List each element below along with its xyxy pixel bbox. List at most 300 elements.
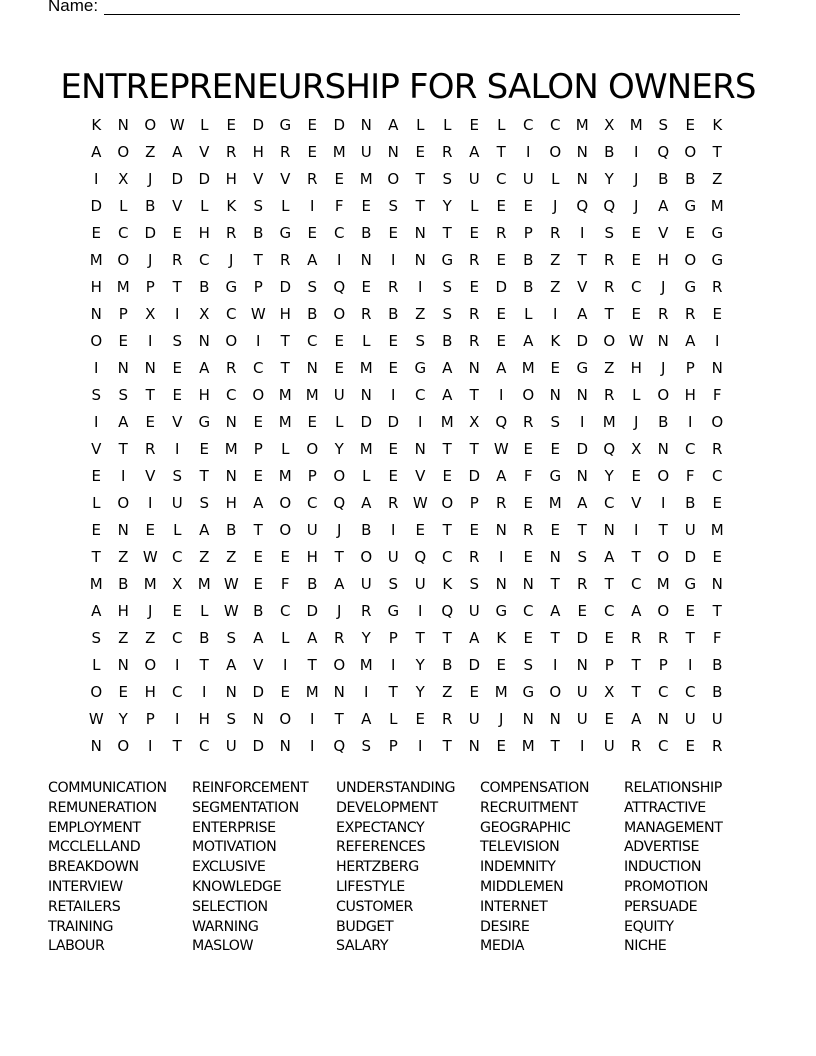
grid-letter: Y (442, 197, 453, 215)
grid-letter: E (253, 467, 264, 485)
grid-letter: Q (333, 494, 346, 512)
grid-letter: T (469, 386, 480, 404)
grid-row (83, 571, 733, 598)
grid-letter: T (442, 629, 453, 647)
grid-row (83, 220, 733, 247)
grid-letter: T (253, 521, 264, 539)
grid-letter: B (685, 494, 696, 512)
grid-letter: R (685, 305, 696, 323)
grid-letter: I (148, 332, 153, 350)
word-list-item: REINFORCEMENT (192, 780, 309, 796)
grid-letter: D (576, 332, 589, 350)
grid-letter: C (334, 224, 345, 242)
grid-letter: B (658, 170, 669, 188)
grid-letter: I (715, 332, 720, 350)
grid-letter: R (442, 143, 453, 161)
grid-letter: E (685, 737, 696, 755)
grid-letter: S (415, 332, 426, 350)
grid-letter: A (523, 332, 534, 350)
grid-letter: T (442, 737, 453, 755)
grid-letter: D (576, 629, 589, 647)
grid-letter: O (144, 116, 157, 134)
grid-letter: L (551, 170, 560, 188)
grid-letter: N (657, 332, 670, 350)
grid-letter: E (523, 629, 534, 647)
word-list-item: TELEVISION (480, 839, 560, 856)
grid-letter: O (387, 170, 400, 188)
grid-letter: I (553, 305, 558, 323)
grid-letter: N (90, 737, 103, 755)
grid-letter: W (223, 575, 240, 593)
word-column (192, 779, 332, 957)
word-list-item: COMPENSATION (480, 780, 590, 796)
grid-letter: G (198, 413, 211, 431)
grid-letter: I (94, 170, 99, 188)
grid-letter: I (634, 143, 639, 161)
grid-letter: R (388, 278, 399, 296)
grid-letter: V (253, 170, 264, 188)
grid-letter: M (710, 197, 725, 215)
grid-letter: G (225, 278, 238, 296)
grid-letter: H (225, 494, 238, 512)
grid-letter: B (523, 251, 534, 269)
grid-letter: H (657, 251, 670, 269)
grid-letter: T (604, 575, 615, 593)
grid-letter: N (117, 521, 130, 539)
grid-letter: H (117, 602, 130, 620)
grid-letter: G (549, 467, 562, 485)
grid-letter: Z (415, 305, 426, 323)
grid-letter: B (523, 278, 534, 296)
grid-letter: L (200, 602, 209, 620)
grid-letter: M (656, 575, 671, 593)
grid-letter: R (361, 602, 372, 620)
grid-letter: M (359, 170, 374, 188)
grid-letter: E (172, 386, 183, 404)
grid-letter: E (307, 143, 318, 161)
grid-letter: Z (712, 170, 723, 188)
grid-letter: E (226, 116, 237, 134)
grid-letter: E (280, 548, 291, 566)
grid-letter: V (91, 440, 102, 458)
grid-letter: N (414, 440, 427, 458)
word-list-item: INDUCTION (624, 859, 702, 876)
grid-letter: X (604, 683, 615, 701)
grid-letter: J (148, 251, 153, 269)
grid-letter: E (712, 494, 723, 512)
grid-letter: S (172, 467, 183, 485)
grid-letter: M (116, 278, 131, 296)
grid-letter: X (199, 305, 210, 323)
grid-letter: T (442, 521, 453, 539)
grid-letter: E (496, 197, 507, 215)
grid-row (83, 274, 733, 301)
grid-letter: T (550, 629, 561, 647)
grid-letter: M (89, 251, 104, 269)
grid-letter: J (148, 170, 153, 188)
grid-letter: D (198, 170, 211, 188)
grid-letter: Z (442, 683, 453, 701)
grid-letter: A (199, 359, 210, 377)
grid-letter: I (364, 683, 369, 701)
grid-letter: E (604, 710, 615, 728)
grid-letter: G (684, 197, 697, 215)
word-list-item: EXCLUSIVE (192, 859, 266, 876)
grid-letter: S (388, 197, 399, 215)
grid-letter: A (469, 629, 480, 647)
grid-letter: U (360, 575, 373, 593)
grid-row (83, 355, 733, 382)
grid-letter: E (496, 305, 507, 323)
grid-letter: B (226, 521, 237, 539)
grid-letter: C (604, 602, 615, 620)
grid-letter: I (310, 710, 315, 728)
grid-letter: B (604, 143, 615, 161)
grid-letter: A (388, 116, 399, 134)
grid-letter: E (415, 521, 426, 539)
grid-letter: T (442, 224, 453, 242)
grid-letter: T (199, 467, 210, 485)
grid-letter: Y (415, 656, 426, 674)
grid-letter: C (685, 440, 696, 458)
grid-letter: F (280, 575, 291, 593)
grid-letter: H (198, 710, 211, 728)
grid-letter: C (253, 359, 264, 377)
grid-letter: O (279, 710, 292, 728)
grid-letter: C (442, 548, 453, 566)
grid-letter: B (145, 197, 156, 215)
grid-letter: L (389, 710, 398, 728)
grid-letter: G (522, 683, 535, 701)
grid-letter: I (310, 197, 315, 215)
grid-letter: T (550, 575, 561, 593)
grid-letter: T (334, 710, 345, 728)
grid-letter: A (496, 359, 507, 377)
grid-letter: R (442, 710, 453, 728)
grid-letter: J (634, 170, 639, 188)
grid-letter: R (280, 143, 291, 161)
grid-letter: E (307, 224, 318, 242)
grid-letter: T (550, 737, 561, 755)
grid-letter: U (468, 602, 481, 620)
grid-letter: M (521, 359, 536, 377)
grid-letter: B (658, 413, 669, 431)
word-list-item: MEDIA (480, 938, 525, 955)
grid-letter: O (306, 440, 319, 458)
grid-letter: U (468, 710, 481, 728)
grid-letter: Z (145, 629, 156, 647)
grid-letter: E (91, 467, 102, 485)
grid-letter: I (634, 521, 639, 539)
grid-row (83, 679, 733, 706)
word-list-item: LIFESTYLE (336, 878, 405, 895)
grid-letter: E (118, 683, 129, 701)
grid-letter: E (280, 683, 291, 701)
grid-letter: E (550, 359, 561, 377)
word-list-item: NICHE (624, 938, 667, 955)
word-list-item: RETAILERS (48, 898, 121, 915)
grid-letter: N (360, 386, 373, 404)
grid-letter: Q (333, 737, 346, 755)
grid-letter: R (469, 548, 480, 566)
grid-letter: A (253, 629, 264, 647)
grid-letter: X (604, 116, 615, 134)
grid-letter: H (252, 143, 265, 161)
grid-letter: E (523, 494, 534, 512)
grid-letter: R (712, 737, 723, 755)
grid-letter: R (712, 440, 723, 458)
grid-letter: D (279, 278, 292, 296)
grid-letter: A (307, 251, 318, 269)
page-title: ENTREPRENEURSHIP FOR SALON OWNERS (60, 66, 756, 107)
grid-letter: A (442, 386, 453, 404)
grid-letter: Z (118, 629, 129, 647)
word-list-item: MASLOW (192, 938, 254, 955)
grid-letter: E (253, 413, 264, 431)
grid-letter: E (523, 440, 534, 458)
grid-letter: Y (361, 629, 372, 647)
grid-letter: O (279, 521, 292, 539)
word-list-item: DESIRE (480, 918, 530, 935)
grid-letter: O (252, 386, 265, 404)
word-search-grid (83, 112, 733, 760)
grid-letter: M (278, 413, 293, 431)
grid-letter: V (415, 467, 426, 485)
grid-letter: R (226, 224, 237, 242)
grid-letter: R (550, 224, 561, 242)
grid-letter: W (223, 602, 240, 620)
grid-letter: S (388, 575, 399, 593)
grid-letter: E (334, 332, 345, 350)
grid-letter: R (280, 251, 291, 269)
grid-letter: E (307, 413, 318, 431)
grid-letter: N (549, 548, 562, 566)
grid-letter: G (279, 224, 292, 242)
grid-letter: U (684, 521, 697, 539)
grid-letter: J (634, 197, 639, 215)
grid-letter: S (91, 629, 102, 647)
grid-letter: N (468, 737, 481, 755)
grid-letter: E (469, 683, 480, 701)
grid-letter: I (688, 656, 693, 674)
grid-letter: F (685, 467, 696, 485)
grid-letter: E (631, 224, 642, 242)
grid-letter: G (414, 359, 427, 377)
grid-letter: L (335, 413, 344, 431)
grid-letter: C (631, 575, 642, 593)
grid-letter: O (711, 413, 724, 431)
grid-letter: N (144, 359, 157, 377)
grid-letter: N (657, 710, 670, 728)
grid-letter: S (442, 170, 453, 188)
grid-letter: B (712, 683, 723, 701)
grid-letter: N (576, 170, 589, 188)
grid-letter: R (631, 629, 642, 647)
grid-letter: G (387, 602, 400, 620)
grid-letter: Z (199, 548, 210, 566)
grid-row (83, 112, 733, 139)
grid-letter: N (252, 710, 265, 728)
grid-letter: V (145, 467, 156, 485)
grid-letter: U (576, 710, 589, 728)
name-blank-line (104, 14, 740, 15)
grid-letter: S (604, 224, 615, 242)
grid-letter: O (522, 386, 535, 404)
grid-letter: C (523, 116, 534, 134)
grid-letter: A (469, 143, 480, 161)
grid-letter: J (634, 413, 639, 431)
grid-letter: N (225, 467, 238, 485)
word-column (48, 779, 188, 957)
grid-letter: D (468, 656, 481, 674)
grid-letter: L (173, 521, 182, 539)
word-list-item: SELECTION (192, 898, 268, 915)
grid-letter: E (604, 629, 615, 647)
word-list-item: REMUNERATION (48, 799, 157, 816)
grid-letter: U (171, 494, 184, 512)
grid-letter: Z (118, 548, 129, 566)
grid-letter: I (337, 251, 342, 269)
grid-letter: T (307, 656, 318, 674)
grid-letter: R (388, 494, 399, 512)
grid-letter: U (522, 170, 535, 188)
grid-row (83, 436, 733, 463)
grid-letter: D (90, 197, 103, 215)
grid-letter: L (524, 305, 533, 323)
word-list-item: RECRUITMENT (480, 799, 578, 816)
grid-row (83, 598, 733, 625)
grid-letter: C (172, 548, 183, 566)
grid-letter: V (658, 224, 669, 242)
grid-letter: C (712, 467, 723, 485)
grid-letter: T (685, 629, 696, 647)
grid-letter: L (200, 116, 209, 134)
grid-letter: A (172, 143, 183, 161)
grid-letter: T (712, 143, 723, 161)
grid-letter: Y (604, 467, 615, 485)
grid-letter: I (418, 413, 423, 431)
grid-row (83, 652, 733, 679)
grid-letter: P (118, 305, 129, 323)
grid-letter: E (118, 332, 129, 350)
grid-letter: Q (603, 440, 616, 458)
grid-letter: E (631, 251, 642, 269)
grid-letter: T (604, 305, 615, 323)
grid-letter: J (553, 197, 558, 215)
grid-letter: I (580, 737, 585, 755)
grid-letter: M (521, 737, 536, 755)
grid-letter: T (577, 521, 588, 539)
grid-letter: K (91, 116, 102, 134)
grid-letter: K (550, 332, 561, 350)
grid-letter: L (281, 197, 290, 215)
grid-letter: N (225, 683, 238, 701)
grid-letter: R (604, 386, 615, 404)
word-list-item: PROMOTION (624, 878, 709, 895)
grid-letter: C (415, 386, 426, 404)
grid-letter: N (198, 332, 211, 350)
grid-letter: C (496, 170, 507, 188)
grid-letter: C (226, 386, 237, 404)
grid-letter: H (90, 278, 103, 296)
grid-letter: O (225, 332, 238, 350)
grid-letter: I (391, 656, 396, 674)
grid-letter: D (495, 278, 508, 296)
word-column (624, 779, 764, 957)
grid-letter: B (361, 521, 372, 539)
grid-letter: T (415, 629, 426, 647)
grid-letter: P (658, 656, 669, 674)
grid-letter: M (143, 575, 158, 593)
grid-letter: P (253, 440, 264, 458)
grid-letter: S (577, 548, 588, 566)
grid-letter: N (522, 710, 535, 728)
grid-letter: T (280, 359, 291, 377)
grid-letter: E (550, 521, 561, 539)
grid-letter: L (92, 656, 101, 674)
grid-letter: H (144, 683, 157, 701)
grid-letter: D (360, 413, 373, 431)
grid-letter: E (172, 359, 183, 377)
grid-letter: E (685, 602, 696, 620)
grid-letter: I (526, 143, 531, 161)
grid-letter: D (252, 737, 265, 755)
grid-letter: I (418, 602, 423, 620)
word-list-item: INDEMNITY (480, 859, 556, 876)
grid-letter: N (117, 656, 130, 674)
grid-letter: I (175, 710, 180, 728)
grid-letter: T (91, 548, 102, 566)
grid-letter: U (711, 710, 724, 728)
grid-letter: C (199, 737, 210, 755)
grid-letter: S (442, 305, 453, 323)
grid-letter: E (334, 170, 345, 188)
grid-letter: N (117, 359, 130, 377)
word-list-item: SEGMENTATION (192, 799, 299, 816)
name-label: Name: (48, 0, 99, 15)
grid-letter: D (684, 548, 697, 566)
grid-row (83, 409, 733, 436)
grid-letter: K (712, 116, 723, 134)
grid-letter: R (226, 359, 237, 377)
grid-letter: I (661, 494, 666, 512)
grid-letter: E (388, 224, 399, 242)
grid-letter: U (360, 143, 373, 161)
grid-letter: P (145, 710, 156, 728)
grid-letter: E (712, 305, 723, 323)
grid-letter: I (580, 413, 585, 431)
grid-letter: M (305, 683, 320, 701)
word-list-item: TRAINING (48, 918, 114, 935)
grid-letter: E (199, 440, 210, 458)
grid-letter: N (576, 143, 589, 161)
grid-row (83, 382, 733, 409)
grid-letter: I (418, 737, 423, 755)
grid-letter: I (418, 278, 423, 296)
grid-letter: B (712, 656, 723, 674)
grid-letter: O (279, 494, 292, 512)
grid-letter: T (658, 521, 669, 539)
word-list-item: KNOWLEDGE (192, 878, 282, 895)
grid-letter: O (657, 548, 670, 566)
grid-letter: H (279, 305, 292, 323)
grid-letter: N (279, 737, 292, 755)
grid-letter: P (604, 656, 615, 674)
grid-letter: A (658, 197, 669, 215)
grid-letter: U (333, 386, 346, 404)
grid-letter: G (279, 116, 292, 134)
grid-letter: C (685, 683, 696, 701)
